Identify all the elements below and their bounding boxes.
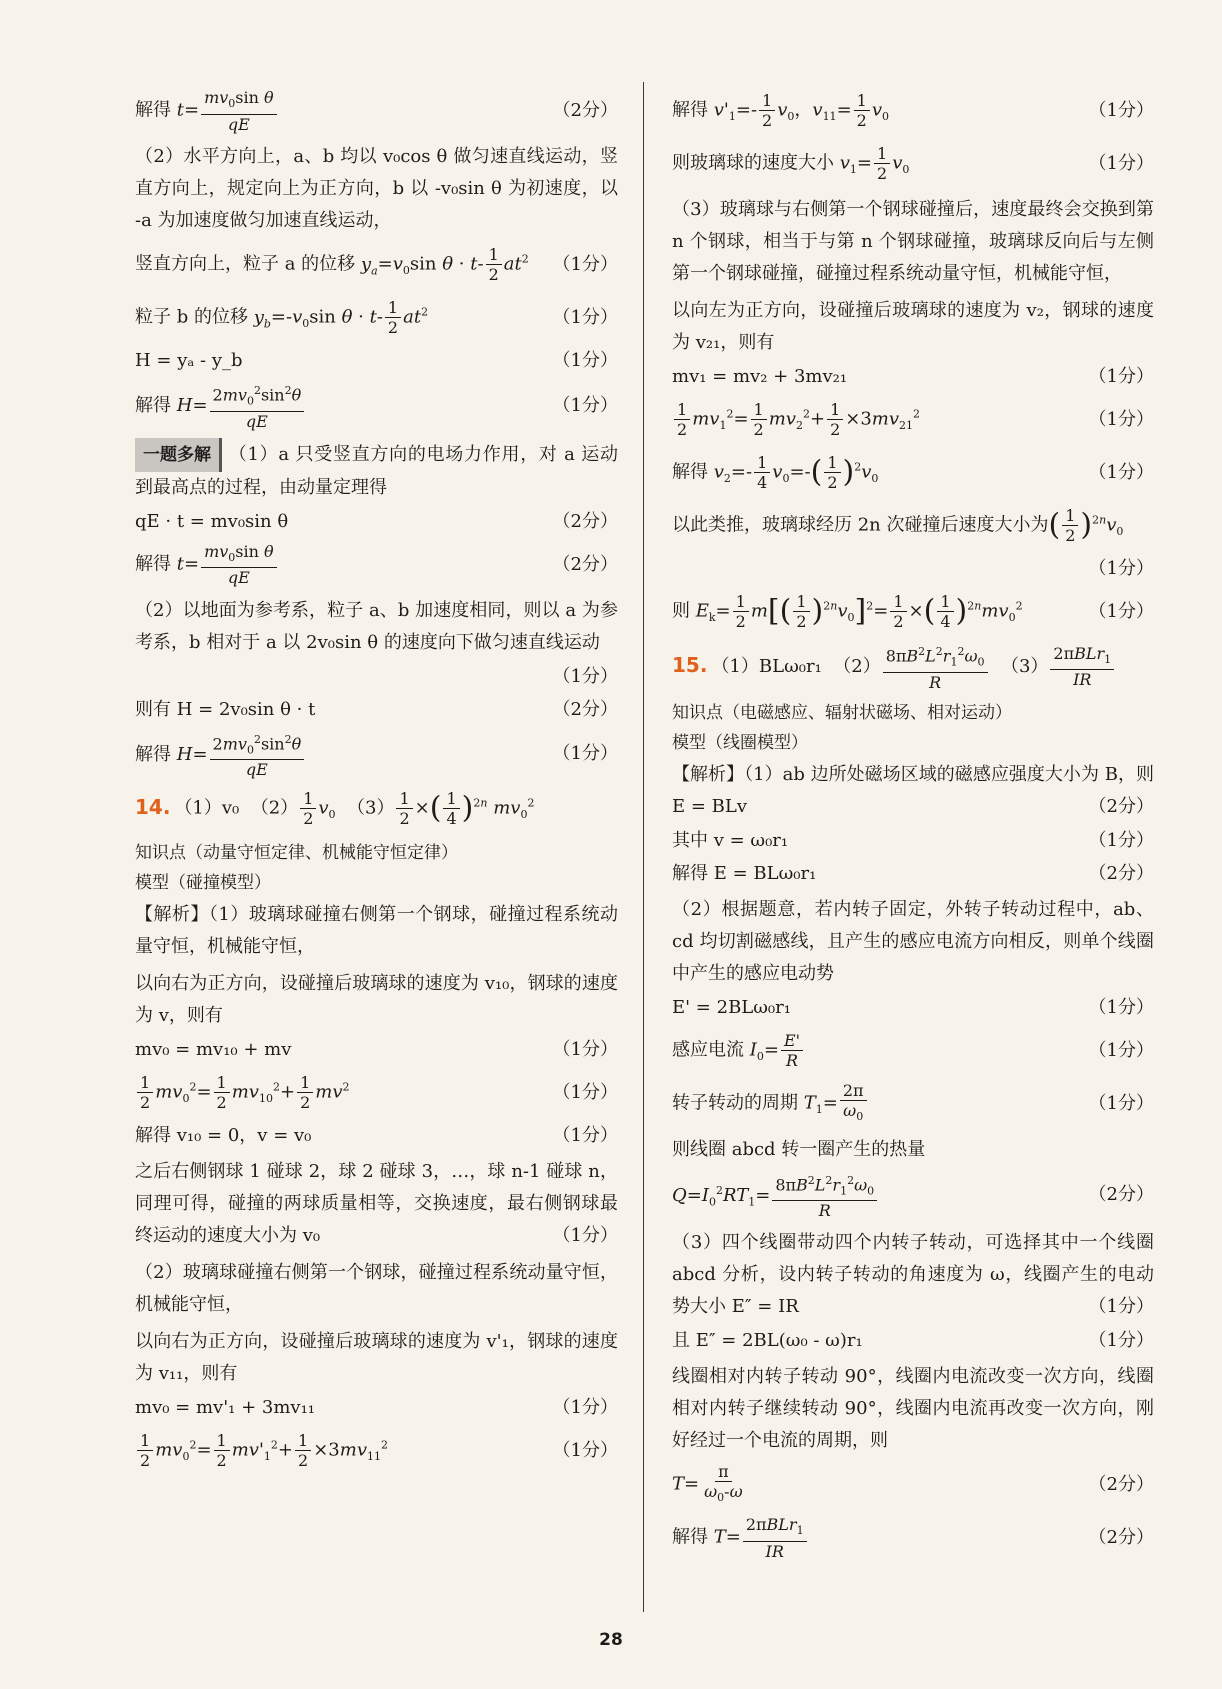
paragraph: 之后右侧钢球 1 碰球 2，球 2 碰球 3，…，球 n-1 碰球 n，同理可得，碰撞的两球质量相等，交换速度，最右侧钢球最终运动的速度大小为 v₀ （1分）	[135, 1156, 618, 1252]
equation-energy-3: $\frac{1}{2}$ $mv_1^2=$ $\frac{1}{2}$ $mv_2^2+$ $\frac{1}{2}$ $\times 3mv_{21}^2$ （1分）	[672, 397, 1154, 443]
paragraph: （2）玻璃球碰撞右侧第一个钢球，碰撞过程系统动量守恒，机械能守恒，	[135, 1262, 618, 1316]
score: （1分）	[552, 394, 618, 416]
equation-E: 解得 E = BLω₀r₁ （2分）	[672, 861, 1154, 887]
equation-impulse: qE · t = mv₀sin θ （2分）	[135, 509, 618, 535]
equation-v1: 则玻璃球的速度大小 $v_1=$ $\frac{1}{2}$ $v_0$ （1分）	[672, 144, 1154, 184]
model-type: 模型（碰撞模型）	[135, 873, 271, 894]
question-number: 14.	[135, 794, 171, 819]
equation-energy: $\frac{1}{2}$ $mv_0^2=$ $\frac{1}{2}$ $mv_{10}^2+$ $\frac{1}{2}$ $mv^2$ （1分）	[135, 1070, 618, 1116]
score: （1分）	[1088, 558, 1154, 579]
score: （2分）	[552, 698, 618, 720]
score: （1分）	[1088, 366, 1154, 387]
score-line	[135, 664, 618, 690]
score: （1分）	[552, 254, 618, 275]
column-divider	[643, 82, 644, 1612]
score: （2分）	[1088, 1184, 1154, 1206]
paragraph: 以向右为正方向，设碰撞后玻璃球的速度为 v'₁，钢球的速度为 v₁₁，则有	[135, 1331, 618, 1385]
equation-energy-2: $\frac{1}{2}$ $mv_0^2=$ $\frac{1}{2}$ $mv'_1^2+$ $\frac{1}{2}$ $\times 3mv_{11}^2$ （1分）	[135, 1428, 618, 1474]
equation-T-result: 解得 T= $\frac{2\pi BLr_1}{IR}$ （2分）	[672, 1515, 1154, 1561]
score: （1分）	[1088, 829, 1154, 851]
score: （2分）	[552, 553, 618, 575]
score: （1分）	[552, 1082, 618, 1104]
alt-solution: 一题多解 （1）a 只受竖直方向的电场力作用，对 a 运动到最高点的过程，由动量定理得	[135, 438, 618, 504]
question-15-answers: 15. （1）BLω₀r₁ （2） $\frac{8\pi B^2L^2r_1^2\omega_0}{R}$ （3） $\frac{2\pi BLr_1}{IR}$	[672, 642, 1154, 692]
paragraph: （2）水平方向上，a、b 均以 v₀cos θ 做匀速直线运动，竖直方向上，规定向上为正方向，b 以 -v₀sin θ 为初速度，以 -a 为加速度做匀加速直线运动，	[135, 146, 618, 231]
paragraph: （2）以地面为参考系，粒子 a、b 加速度相同，则以 a 为参考系，b 相对于 a 以 2v₀sin θ 的速度向下做匀速直线运动	[135, 599, 618, 653]
knowledge-point: 知识点（动量守恒定律、机械能守恒定律）	[135, 843, 458, 864]
equation-T1: 转子转动的周期 $T_1=$ $\frac{2\pi}{\omega_0}$ （1分）	[672, 1080, 1154, 1124]
score: （2分）	[1088, 795, 1154, 817]
left-column	[135, 88, 618, 1481]
equation-momentum-3: mv₁ = mv₂ + 3mv₂₁ （1分）	[672, 364, 1154, 390]
equation-result: 解得 v₁₀ = 0，v = v₀ （1分）	[135, 1123, 618, 1149]
score: （1分）	[552, 665, 618, 687]
score: （1分）	[1088, 100, 1154, 121]
score: （1分）	[552, 307, 618, 328]
score: （1分）	[1088, 409, 1154, 430]
equation-ya: 竖直方向上，粒子 a 的位移 $y_a=v_0\sin$ θ · t- $\frac{1}{2}$ $at^2$ （1分）	[135, 245, 618, 285]
equation-H-result-2: 解得 H= $\frac{2mv_0^2\sin^2\theta}{qE}$ （1分）	[135, 730, 618, 780]
score-line	[672, 556, 1154, 582]
score: （1分）	[1088, 153, 1154, 174]
equation-E-prime: E' = 2BLω₀r₁ （1分）	[672, 995, 1154, 1021]
paragraph: 以向右为正方向，设碰撞后玻璃球的速度为 v₁₀，钢球的速度为 v，则有	[135, 973, 618, 1027]
score: （2分）	[1088, 862, 1154, 884]
score: （2分）	[552, 510, 618, 532]
equation-v2: 解得 $v_2=-$ $\frac{1}{4}$ $v_0=-$( $\frac{1}{2}$ )$^2v_0$ （1分）	[672, 453, 1154, 493]
paragraph: （2）根据题意，若内转子固定，外转子转动过程中，ab、cd 均切割磁感线，且产生的感应电流方向相反，则单个线圈中产生的感应电动势	[672, 898, 1154, 984]
score: （2分）	[1088, 1527, 1154, 1549]
page-number: 28	[599, 1630, 623, 1650]
score: （1分）	[1088, 996, 1154, 1018]
model-type: 模型（线圈模型）	[672, 732, 808, 753]
paragraph: 线圈相对内转子转动 90°，线圈内电流改变一次方向，线圈相对内转子继续转动 90°，线圈内电流再改变一次方向，刚好经过一个电流的周期，则	[672, 1366, 1154, 1452]
score: （1分）	[1088, 1092, 1154, 1114]
analysis: 【解析】（1）ab 边所处磁场区域的磁感应强度大小为 B，则 E = BLv （2分）	[672, 759, 1154, 823]
score: （1分）	[552, 1039, 618, 1061]
equation-H: H = yₐ - y_b （1分）	[135, 348, 618, 374]
equation-E-double-prime: 且 E″ = 2BL(ω₀ - ω)r₁ （1分）	[672, 1328, 1154, 1354]
score: （1分）	[552, 1440, 618, 1462]
score: （2分）	[552, 100, 618, 121]
score: （2分）	[1088, 1474, 1154, 1496]
question-number: 15.	[672, 652, 708, 677]
equation-v-2n: 以此类推，玻璃球经历 2n 次碰撞后速度大小为( $\frac{1}{2}$ )$^{2n}v_0$	[672, 506, 1124, 546]
score: （1分）	[1088, 1039, 1154, 1061]
equation-H-result: 解得 H= $\frac{2mv_0^2\sin^2\theta}{qE}$ （1分）	[135, 381, 618, 431]
score: （1分）	[1088, 462, 1154, 483]
score: （1分）	[552, 1397, 618, 1419]
score: （1分）	[1088, 1296, 1154, 1318]
score: （1分）	[1088, 601, 1154, 622]
equation-momentum-2: mv₀ = mv'₁ + 3mv₁₁ （1分）	[135, 1395, 618, 1421]
equation-momentum: mv₀ = mv₁₀ + mv （1分）	[135, 1037, 618, 1063]
analysis: 【解析】（1）玻璃球碰撞右侧第一个钢球，碰撞过程系统动量守恒，机械能守恒，	[135, 904, 618, 958]
equation-T: T= $\frac{\pi}{\omega_0-\omega}$ （2分）	[672, 1462, 1154, 1505]
equation-Q: $Q=I_0^2RT_1=$ $\frac{8\pi B^2L^2r_1^2\omega_0}{R}$ （2分）	[672, 1171, 1154, 1221]
paragraph: 以向左为正方向，设碰撞后玻璃球的速度为 v₂，钢球的速度为 v₂₁，则有	[672, 300, 1154, 353]
equation-t: 解得 t= $\frac{mv_0\sin \theta}{qE}$ （2分）	[135, 88, 618, 134]
score: （1分）	[552, 1225, 618, 1247]
equation-yb: 粒子 b 的位移 $y_b=-v_0\sin$ θ · t- $\frac{1}{2}$ $at^2$ （1分）	[135, 298, 618, 338]
score: （1分）	[1088, 1330, 1154, 1352]
equation-H-2: 则有 H = 2v₀sin θ · t （2分）	[135, 697, 618, 723]
equation-Ek: 则 $E_k=$ $\frac{1}{2}$ m[( $\frac{1}{2}$ )$^{2n}v_0]^2=$ $\frac{1}{2}$ ×( $\frac{1}{4}$ )$^{2n}mv_0^2$ （1分）	[672, 592, 1154, 632]
equation-t-2: 解得 t= $\frac{mv_0\sin \theta}{qE}$ （2分）	[135, 541, 618, 588]
question-14-answers: 14. （1）v₀ （2） $\frac{1}{2}$ $v_0$ （3） $\frac{1}{2}$ ×( $\frac{1}{4}$ )$^{2n}$ $mv_0^2$	[135, 789, 535, 829]
knowledge-point: 知识点（电磁感应、辐射状磁场、相对运动）	[672, 702, 1012, 723]
score: （1分）	[552, 1125, 618, 1147]
score: （1分）	[552, 743, 618, 765]
right-column	[672, 88, 1154, 1568]
score: （1分）	[552, 350, 618, 371]
paragraph: （3）玻璃球与右侧第一个钢球碰撞后，速度最终会交换到第 n 个钢球，相当于与第 n 个钢球碰撞，玻璃球反向后与左侧第一个钢球碰撞，碰撞过程系统动量守恒，机械能守恒，	[672, 199, 1154, 284]
equation-v: 其中 v = ω₀r₁ （1分）	[672, 828, 1154, 854]
paragraph: （3）四个线圈带动四个内转子转动，可选择其中一个线圈 abcd 分析，设内转子转动的角速度为 ω，线圈产生的电动势大小 E″ = IR （1分）	[672, 1227, 1154, 1323]
equation-v1-prime: 解得 $v'_1=-$ $\frac{1}{2}$ $v_0$，$v_{11}=$ $\frac{1}{2}$ $v_0$ （1分）	[672, 91, 1154, 131]
equation-I0: 感应电流 $I_0=$ $\frac{E'}{R}$ （1分）	[672, 1030, 1154, 1070]
paragraph: 则线圈 abcd 转一圈产生的热量	[672, 1138, 926, 1160]
alt-solution-badge: 一题多解	[135, 438, 222, 472]
